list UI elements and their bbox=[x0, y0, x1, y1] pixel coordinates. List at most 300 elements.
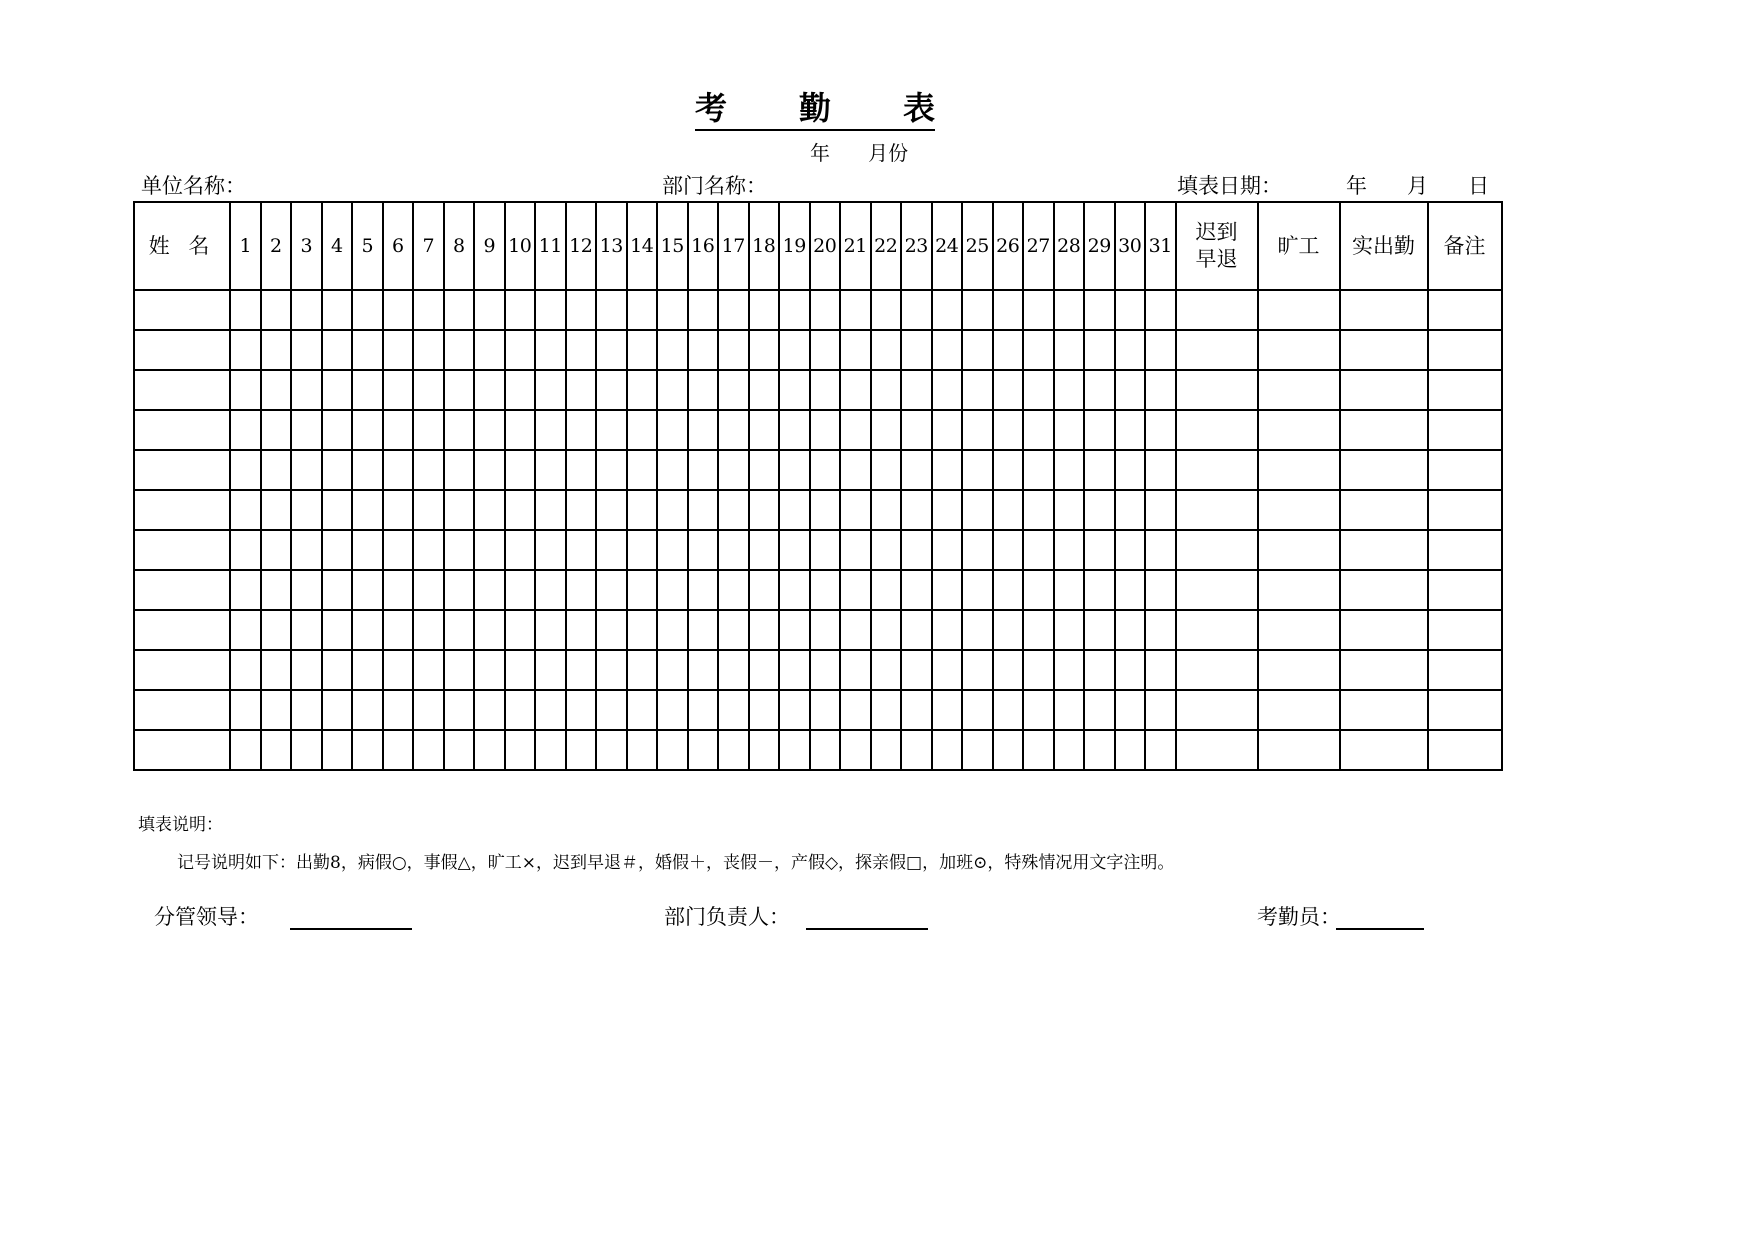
day-cell[interactable] bbox=[962, 290, 993, 330]
day-cell[interactable] bbox=[474, 330, 505, 370]
day-cell[interactable] bbox=[993, 690, 1024, 730]
summary-cell[interactable] bbox=[1176, 570, 1258, 610]
day-cell[interactable] bbox=[413, 330, 444, 370]
day-cell[interactable] bbox=[718, 610, 749, 650]
day-cell[interactable] bbox=[230, 490, 261, 530]
day-cell[interactable] bbox=[657, 450, 688, 490]
name-cell[interactable] bbox=[134, 290, 230, 330]
day-cell[interactable] bbox=[291, 610, 322, 650]
day-cell[interactable] bbox=[871, 290, 902, 330]
day-cell[interactable] bbox=[1115, 570, 1146, 610]
day-cell[interactable] bbox=[413, 690, 444, 730]
day-cell[interactable] bbox=[657, 490, 688, 530]
day-cell[interactable] bbox=[230, 570, 261, 610]
day-cell[interactable] bbox=[1054, 530, 1085, 570]
day-cell[interactable] bbox=[901, 410, 932, 450]
day-cell[interactable] bbox=[291, 530, 322, 570]
day-cell[interactable] bbox=[444, 730, 475, 770]
day-cell[interactable] bbox=[505, 530, 536, 570]
day-cell[interactable] bbox=[718, 650, 749, 690]
day-cell[interactable] bbox=[230, 650, 261, 690]
day-cell[interactable] bbox=[627, 490, 658, 530]
day-cell[interactable] bbox=[444, 650, 475, 690]
summary-cell[interactable] bbox=[1176, 450, 1258, 490]
day-cell[interactable] bbox=[291, 490, 322, 530]
day-cell[interactable] bbox=[657, 650, 688, 690]
day-cell[interactable] bbox=[261, 650, 292, 690]
day-cell[interactable] bbox=[505, 370, 536, 410]
day-cell[interactable] bbox=[840, 370, 871, 410]
day-cell[interactable] bbox=[352, 370, 383, 410]
day-cell[interactable] bbox=[444, 410, 475, 450]
summary-cell[interactable] bbox=[1340, 290, 1428, 330]
summary-cell[interactable] bbox=[1428, 530, 1502, 570]
day-cell[interactable] bbox=[322, 730, 353, 770]
day-cell[interactable] bbox=[779, 450, 810, 490]
day-cell[interactable] bbox=[993, 570, 1024, 610]
day-cell[interactable] bbox=[261, 730, 292, 770]
day-cell[interactable] bbox=[444, 290, 475, 330]
day-cell[interactable] bbox=[810, 570, 841, 610]
day-cell[interactable] bbox=[871, 650, 902, 690]
day-cell[interactable] bbox=[871, 530, 902, 570]
day-cell[interactable] bbox=[1054, 450, 1085, 490]
day-cell[interactable] bbox=[627, 570, 658, 610]
day-cell[interactable] bbox=[993, 650, 1024, 690]
day-cell[interactable] bbox=[322, 490, 353, 530]
day-cell[interactable] bbox=[1023, 570, 1054, 610]
day-cell[interactable] bbox=[322, 410, 353, 450]
day-cell[interactable] bbox=[688, 530, 719, 570]
day-cell[interactable] bbox=[871, 410, 902, 450]
day-cell[interactable] bbox=[749, 690, 780, 730]
day-cell[interactable] bbox=[1054, 570, 1085, 610]
day-cell[interactable] bbox=[932, 530, 963, 570]
day-cell[interactable] bbox=[291, 450, 322, 490]
summary-cell[interactable] bbox=[1258, 490, 1340, 530]
day-cell[interactable] bbox=[261, 290, 292, 330]
day-cell[interactable] bbox=[352, 490, 383, 530]
day-cell[interactable] bbox=[505, 610, 536, 650]
summary-cell[interactable] bbox=[1258, 570, 1340, 610]
day-cell[interactable] bbox=[627, 290, 658, 330]
day-cell[interactable] bbox=[810, 370, 841, 410]
day-cell[interactable] bbox=[566, 530, 597, 570]
day-cell[interactable] bbox=[413, 450, 444, 490]
day-cell[interactable] bbox=[566, 330, 597, 370]
name-cell[interactable] bbox=[134, 650, 230, 690]
day-cell[interactable] bbox=[1145, 610, 1176, 650]
summary-cell[interactable] bbox=[1258, 410, 1340, 450]
day-cell[interactable] bbox=[383, 530, 414, 570]
day-cell[interactable] bbox=[1084, 290, 1115, 330]
day-cell[interactable] bbox=[779, 610, 810, 650]
day-cell[interactable] bbox=[1115, 530, 1146, 570]
day-cell[interactable] bbox=[1084, 570, 1115, 610]
day-cell[interactable] bbox=[596, 450, 627, 490]
day-cell[interactable] bbox=[413, 730, 444, 770]
summary-cell[interactable] bbox=[1176, 290, 1258, 330]
day-cell[interactable] bbox=[810, 410, 841, 450]
day-cell[interactable] bbox=[535, 290, 566, 330]
day-cell[interactable] bbox=[535, 410, 566, 450]
summary-cell[interactable] bbox=[1258, 450, 1340, 490]
day-cell[interactable] bbox=[871, 490, 902, 530]
summary-cell[interactable] bbox=[1340, 730, 1428, 770]
day-cell[interactable] bbox=[1084, 410, 1115, 450]
day-cell[interactable] bbox=[474, 650, 505, 690]
day-cell[interactable] bbox=[657, 410, 688, 450]
day-cell[interactable] bbox=[596, 290, 627, 330]
day-cell[interactable] bbox=[474, 610, 505, 650]
summary-cell[interactable] bbox=[1258, 690, 1340, 730]
day-cell[interactable] bbox=[1023, 330, 1054, 370]
day-cell[interactable] bbox=[291, 650, 322, 690]
summary-cell[interactable] bbox=[1258, 330, 1340, 370]
day-cell[interactable] bbox=[932, 730, 963, 770]
day-cell[interactable] bbox=[901, 330, 932, 370]
day-cell[interactable] bbox=[1084, 370, 1115, 410]
day-cell[interactable] bbox=[779, 530, 810, 570]
day-cell[interactable] bbox=[352, 650, 383, 690]
summary-cell[interactable] bbox=[1340, 650, 1428, 690]
summary-cell[interactable] bbox=[1340, 690, 1428, 730]
day-cell[interactable] bbox=[871, 450, 902, 490]
summary-cell[interactable] bbox=[1258, 290, 1340, 330]
day-cell[interactable] bbox=[688, 650, 719, 690]
day-cell[interactable] bbox=[291, 730, 322, 770]
day-cell[interactable] bbox=[962, 730, 993, 770]
day-cell[interactable] bbox=[688, 690, 719, 730]
summary-cell[interactable] bbox=[1176, 650, 1258, 690]
day-cell[interactable] bbox=[535, 610, 566, 650]
day-cell[interactable] bbox=[596, 370, 627, 410]
day-cell[interactable] bbox=[718, 530, 749, 570]
day-cell[interactable] bbox=[291, 690, 322, 730]
day-cell[interactable] bbox=[657, 330, 688, 370]
day-cell[interactable] bbox=[1145, 530, 1176, 570]
day-cell[interactable] bbox=[871, 370, 902, 410]
summary-cell[interactable] bbox=[1176, 410, 1258, 450]
day-cell[interactable] bbox=[505, 490, 536, 530]
summary-cell[interactable] bbox=[1340, 450, 1428, 490]
day-cell[interactable] bbox=[901, 690, 932, 730]
day-cell[interactable] bbox=[535, 650, 566, 690]
day-cell[interactable] bbox=[840, 290, 871, 330]
day-cell[interactable] bbox=[352, 690, 383, 730]
day-cell[interactable] bbox=[230, 690, 261, 730]
day-cell[interactable] bbox=[1115, 730, 1146, 770]
day-cell[interactable] bbox=[352, 730, 383, 770]
day-cell[interactable] bbox=[657, 530, 688, 570]
day-cell[interactable] bbox=[1054, 490, 1085, 530]
summary-cell[interactable] bbox=[1176, 370, 1258, 410]
day-cell[interactable] bbox=[688, 570, 719, 610]
day-cell[interactable] bbox=[962, 370, 993, 410]
day-cell[interactable] bbox=[718, 330, 749, 370]
day-cell[interactable] bbox=[718, 450, 749, 490]
day-cell[interactable] bbox=[383, 290, 414, 330]
day-cell[interactable] bbox=[657, 730, 688, 770]
day-cell[interactable] bbox=[932, 450, 963, 490]
name-cell[interactable] bbox=[134, 370, 230, 410]
day-cell[interactable] bbox=[596, 330, 627, 370]
day-cell[interactable] bbox=[627, 450, 658, 490]
day-cell[interactable] bbox=[1023, 410, 1054, 450]
day-cell[interactable] bbox=[932, 690, 963, 730]
day-cell[interactable] bbox=[444, 570, 475, 610]
summary-cell[interactable] bbox=[1340, 570, 1428, 610]
day-cell[interactable] bbox=[230, 450, 261, 490]
day-cell[interactable] bbox=[901, 730, 932, 770]
day-cell[interactable] bbox=[962, 610, 993, 650]
day-cell[interactable] bbox=[993, 410, 1024, 450]
day-cell[interactable] bbox=[1084, 690, 1115, 730]
day-cell[interactable] bbox=[535, 450, 566, 490]
day-cell[interactable] bbox=[474, 370, 505, 410]
day-cell[interactable] bbox=[566, 610, 597, 650]
day-cell[interactable] bbox=[261, 450, 292, 490]
day-cell[interactable] bbox=[1115, 690, 1146, 730]
day-cell[interactable] bbox=[810, 690, 841, 730]
day-cell[interactable] bbox=[1054, 650, 1085, 690]
day-cell[interactable] bbox=[1115, 290, 1146, 330]
day-cell[interactable] bbox=[566, 570, 597, 610]
day-cell[interactable] bbox=[383, 330, 414, 370]
day-cell[interactable] bbox=[962, 530, 993, 570]
day-cell[interactable] bbox=[474, 690, 505, 730]
day-cell[interactable] bbox=[230, 530, 261, 570]
day-cell[interactable] bbox=[1023, 610, 1054, 650]
day-cell[interactable] bbox=[413, 570, 444, 610]
day-cell[interactable] bbox=[901, 450, 932, 490]
summary-cell[interactable] bbox=[1340, 490, 1428, 530]
day-cell[interactable] bbox=[413, 370, 444, 410]
day-cell[interactable] bbox=[413, 290, 444, 330]
day-cell[interactable] bbox=[627, 410, 658, 450]
day-cell[interactable] bbox=[993, 530, 1024, 570]
day-cell[interactable] bbox=[1115, 650, 1146, 690]
name-cell[interactable] bbox=[134, 570, 230, 610]
day-cell[interactable] bbox=[413, 490, 444, 530]
day-cell[interactable] bbox=[444, 490, 475, 530]
day-cell[interactable] bbox=[840, 610, 871, 650]
day-cell[interactable] bbox=[566, 730, 597, 770]
day-cell[interactable] bbox=[718, 410, 749, 450]
day-cell[interactable] bbox=[413, 650, 444, 690]
day-cell[interactable] bbox=[1115, 370, 1146, 410]
day-cell[interactable] bbox=[596, 530, 627, 570]
day-cell[interactable] bbox=[627, 330, 658, 370]
day-cell[interactable] bbox=[840, 690, 871, 730]
summary-cell[interactable] bbox=[1428, 570, 1502, 610]
day-cell[interactable] bbox=[779, 330, 810, 370]
day-cell[interactable] bbox=[1115, 330, 1146, 370]
day-cell[interactable] bbox=[322, 690, 353, 730]
day-cell[interactable] bbox=[901, 490, 932, 530]
day-cell[interactable] bbox=[749, 410, 780, 450]
name-cell[interactable] bbox=[134, 490, 230, 530]
day-cell[interactable] bbox=[1115, 410, 1146, 450]
day-cell[interactable] bbox=[535, 730, 566, 770]
day-cell[interactable] bbox=[1084, 330, 1115, 370]
day-cell[interactable] bbox=[627, 610, 658, 650]
summary-cell[interactable] bbox=[1428, 730, 1502, 770]
day-cell[interactable] bbox=[1054, 610, 1085, 650]
day-cell[interactable] bbox=[444, 450, 475, 490]
summary-cell[interactable] bbox=[1258, 650, 1340, 690]
summary-cell[interactable] bbox=[1428, 410, 1502, 450]
attendance-clerk-signature-line[interactable] bbox=[1336, 928, 1424, 930]
day-cell[interactable] bbox=[566, 410, 597, 450]
summary-cell[interactable] bbox=[1428, 450, 1502, 490]
summary-cell[interactable] bbox=[1428, 290, 1502, 330]
day-cell[interactable] bbox=[383, 610, 414, 650]
day-cell[interactable] bbox=[505, 570, 536, 610]
name-cell[interactable] bbox=[134, 530, 230, 570]
day-cell[interactable] bbox=[291, 570, 322, 610]
summary-cell[interactable] bbox=[1176, 330, 1258, 370]
day-cell[interactable] bbox=[993, 290, 1024, 330]
day-cell[interactable] bbox=[840, 490, 871, 530]
day-cell[interactable] bbox=[505, 290, 536, 330]
day-cell[interactable] bbox=[322, 650, 353, 690]
day-cell[interactable] bbox=[261, 570, 292, 610]
day-cell[interactable] bbox=[505, 330, 536, 370]
day-cell[interactable] bbox=[444, 530, 475, 570]
day-cell[interactable] bbox=[535, 530, 566, 570]
day-cell[interactable] bbox=[261, 490, 292, 530]
day-cell[interactable] bbox=[810, 730, 841, 770]
day-cell[interactable] bbox=[718, 690, 749, 730]
name-cell[interactable] bbox=[134, 730, 230, 770]
day-cell[interactable] bbox=[1023, 690, 1054, 730]
summary-cell[interactable] bbox=[1258, 530, 1340, 570]
day-cell[interactable] bbox=[993, 730, 1024, 770]
day-cell[interactable] bbox=[718, 730, 749, 770]
day-cell[interactable] bbox=[535, 690, 566, 730]
day-cell[interactable] bbox=[444, 690, 475, 730]
day-cell[interactable] bbox=[383, 370, 414, 410]
day-cell[interactable] bbox=[230, 330, 261, 370]
day-cell[interactable] bbox=[535, 370, 566, 410]
day-cell[interactable] bbox=[779, 370, 810, 410]
day-cell[interactable] bbox=[291, 410, 322, 450]
summary-cell[interactable] bbox=[1176, 490, 1258, 530]
summary-cell[interactable] bbox=[1340, 610, 1428, 650]
day-cell[interactable] bbox=[535, 490, 566, 530]
day-cell[interactable] bbox=[749, 730, 780, 770]
summary-cell[interactable] bbox=[1340, 370, 1428, 410]
day-cell[interactable] bbox=[993, 610, 1024, 650]
day-cell[interactable] bbox=[810, 290, 841, 330]
day-cell[interactable] bbox=[749, 570, 780, 610]
summary-cell[interactable] bbox=[1176, 690, 1258, 730]
day-cell[interactable] bbox=[810, 610, 841, 650]
day-cell[interactable] bbox=[474, 450, 505, 490]
day-cell[interactable] bbox=[291, 370, 322, 410]
day-cell[interactable] bbox=[1023, 730, 1054, 770]
day-cell[interactable] bbox=[505, 450, 536, 490]
day-cell[interactable] bbox=[1145, 370, 1176, 410]
day-cell[interactable] bbox=[688, 490, 719, 530]
summary-cell[interactable] bbox=[1258, 610, 1340, 650]
day-cell[interactable] bbox=[596, 610, 627, 650]
day-cell[interactable] bbox=[383, 490, 414, 530]
day-cell[interactable] bbox=[1145, 290, 1176, 330]
day-cell[interactable] bbox=[1115, 610, 1146, 650]
summary-cell[interactable] bbox=[1340, 410, 1428, 450]
name-cell[interactable] bbox=[134, 690, 230, 730]
day-cell[interactable] bbox=[657, 610, 688, 650]
day-cell[interactable] bbox=[352, 450, 383, 490]
day-cell[interactable] bbox=[566, 490, 597, 530]
name-cell[interactable] bbox=[134, 410, 230, 450]
day-cell[interactable] bbox=[474, 530, 505, 570]
day-cell[interactable] bbox=[1054, 690, 1085, 730]
summary-cell[interactable] bbox=[1176, 610, 1258, 650]
day-cell[interactable] bbox=[1145, 650, 1176, 690]
day-cell[interactable] bbox=[596, 570, 627, 610]
day-cell[interactable] bbox=[779, 490, 810, 530]
supervising-leader-signature-line[interactable] bbox=[290, 928, 412, 930]
day-cell[interactable] bbox=[1054, 370, 1085, 410]
day-cell[interactable] bbox=[1145, 730, 1176, 770]
day-cell[interactable] bbox=[1145, 330, 1176, 370]
day-cell[interactable] bbox=[993, 450, 1024, 490]
day-cell[interactable] bbox=[1054, 410, 1085, 450]
day-cell[interactable] bbox=[352, 530, 383, 570]
day-cell[interactable] bbox=[1054, 730, 1085, 770]
day-cell[interactable] bbox=[1084, 490, 1115, 530]
day-cell[interactable] bbox=[291, 290, 322, 330]
name-cell[interactable] bbox=[134, 610, 230, 650]
day-cell[interactable] bbox=[901, 650, 932, 690]
day-cell[interactable] bbox=[962, 490, 993, 530]
day-cell[interactable] bbox=[840, 410, 871, 450]
day-cell[interactable] bbox=[779, 730, 810, 770]
day-cell[interactable] bbox=[962, 330, 993, 370]
day-cell[interactable] bbox=[810, 450, 841, 490]
day-cell[interactable] bbox=[1023, 290, 1054, 330]
day-cell[interactable] bbox=[932, 490, 963, 530]
day-cell[interactable] bbox=[322, 530, 353, 570]
day-cell[interactable] bbox=[749, 290, 780, 330]
summary-cell[interactable] bbox=[1340, 530, 1428, 570]
day-cell[interactable] bbox=[962, 410, 993, 450]
day-cell[interactable] bbox=[932, 650, 963, 690]
day-cell[interactable] bbox=[230, 290, 261, 330]
day-cell[interactable] bbox=[1145, 570, 1176, 610]
summary-cell[interactable] bbox=[1428, 690, 1502, 730]
summary-cell[interactable] bbox=[1258, 730, 1340, 770]
day-cell[interactable] bbox=[901, 610, 932, 650]
day-cell[interactable] bbox=[779, 650, 810, 690]
day-cell[interactable] bbox=[230, 610, 261, 650]
day-cell[interactable] bbox=[718, 490, 749, 530]
day-cell[interactable] bbox=[322, 450, 353, 490]
day-cell[interactable] bbox=[383, 450, 414, 490]
summary-cell[interactable] bbox=[1176, 730, 1258, 770]
summary-cell[interactable] bbox=[1176, 530, 1258, 570]
day-cell[interactable] bbox=[932, 570, 963, 610]
day-cell[interactable] bbox=[718, 370, 749, 410]
summary-cell[interactable] bbox=[1428, 610, 1502, 650]
day-cell[interactable] bbox=[657, 690, 688, 730]
day-cell[interactable] bbox=[474, 410, 505, 450]
day-cell[interactable] bbox=[840, 570, 871, 610]
day-cell[interactable] bbox=[505, 410, 536, 450]
